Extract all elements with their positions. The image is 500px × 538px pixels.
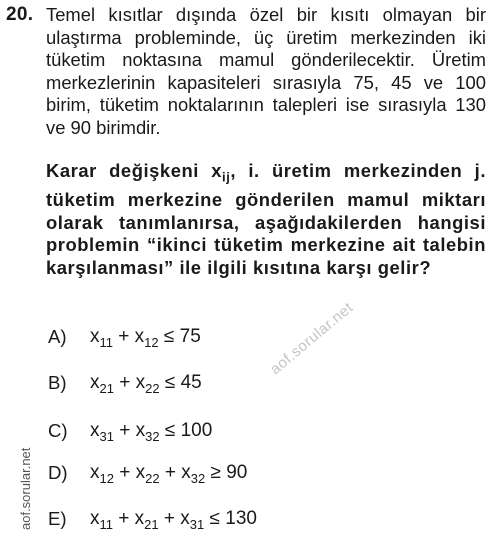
- variable-term: $x_{21}$: [134, 508, 159, 532]
- variable-term: $x_{32}$: [135, 420, 160, 444]
- option-c[interactable]: [48, 420, 213, 444]
- rhs-value: 100: [180, 420, 213, 441]
- plus-sign: +: [158, 508, 181, 529]
- watermark: aof.sorular.net: [267, 299, 357, 379]
- question-prompt: [46, 160, 486, 279]
- variable-subscript: 21: [144, 516, 159, 532]
- variable-subscript: 12: [99, 470, 114, 486]
- variable-term: $x_{31}$: [180, 508, 205, 532]
- variable-subscript: 11: [99, 516, 113, 532]
- option-label: C): [48, 420, 68, 441]
- option-expression: [90, 372, 202, 396]
- inequality-sign: ≤: [159, 372, 181, 393]
- variable-term: $x_{11}$: [90, 508, 113, 532]
- option-label: D): [48, 462, 68, 483]
- variable-subscript: 31: [99, 428, 114, 444]
- option-label: A): [48, 326, 67, 347]
- option-expression: [90, 508, 257, 532]
- rhs-value: 75: [179, 326, 201, 347]
- prompt-subscript: ij: [222, 169, 231, 185]
- option-a[interactable]: [48, 326, 201, 350]
- variable-term: $x_{22}$: [135, 462, 160, 486]
- variable-subscript: 22: [145, 470, 160, 486]
- rhs-value: 90: [226, 462, 248, 483]
- plus-sign: +: [159, 462, 182, 483]
- plus-sign: +: [113, 326, 135, 347]
- side-watermark: aof.sorular.net: [18, 447, 33, 530]
- question-number: 20.: [6, 4, 34, 25]
- variable-term: $x_{11}$: [90, 326, 113, 350]
- plus-sign: +: [113, 372, 136, 393]
- option-label: E): [48, 508, 67, 529]
- inequality-sign: ≥: [205, 462, 227, 483]
- variable-term: $x_{31}$: [90, 420, 114, 444]
- variable-subscript: 12: [144, 334, 159, 350]
- prompt-part-a: Karar değişkeni x: [46, 160, 223, 181]
- variable-subscript: 11: [99, 334, 113, 350]
- plus-sign: +: [113, 420, 136, 441]
- variable-subscript: 22: [145, 380, 160, 396]
- variable-subscript: 32: [190, 470, 206, 486]
- option-d[interactable]: [48, 462, 248, 486]
- question-stem: Temel kısıtlar dışında özel bir kısıtı olmayan bir ulaştırma probleminde, üç üretim merkezinden iki tüketim noktasına mamul gönderilecektir. Üretim merkezlerinin kapasiteleri sırasıyla 75, 45 ve 100 birim, tüketim noktalarının talepleri ise sırasıyla 130 ve 90 birimdir.: [46, 4, 486, 138]
- variable-term: $x_{12}$: [134, 326, 159, 350]
- variable-subscript: 32: [145, 428, 160, 444]
- inequality-sign: ≤: [159, 420, 181, 441]
- rhs-value: 130: [225, 508, 257, 529]
- option-expression: [90, 326, 201, 350]
- option-e[interactable]: [48, 508, 257, 532]
- variable-subscript: 31: [189, 516, 205, 532]
- option-label: B): [48, 372, 67, 393]
- prompt-part-b: , i. üretim merkezinden j. tüketim merkezine gönderilen mamul miktarı olarak tanımlanırsa, aşağıdakilerden hangisi problemin “ikinci tüketim merkezine ait talebin karşılanması” ile ilgili kısıtına karşı gelir?: [46, 160, 487, 278]
- variable-term: $x_{22}$: [135, 372, 160, 396]
- rhs-value: 45: [180, 372, 202, 393]
- option-expression: [90, 462, 247, 486]
- variable-subscript: 21: [99, 380, 114, 396]
- option-expression: [90, 420, 212, 444]
- option-b[interactable]: [48, 372, 202, 396]
- inequality-sign: ≤: [204, 508, 226, 529]
- variable-term: $x_{12}$: [90, 462, 114, 486]
- inequality-sign: ≤: [158, 326, 180, 347]
- variable-term: $x_{21}$: [90, 372, 114, 396]
- variable-term: $x_{32}$: [181, 462, 206, 486]
- plus-sign: +: [113, 462, 136, 483]
- plus-sign: +: [113, 508, 135, 529]
